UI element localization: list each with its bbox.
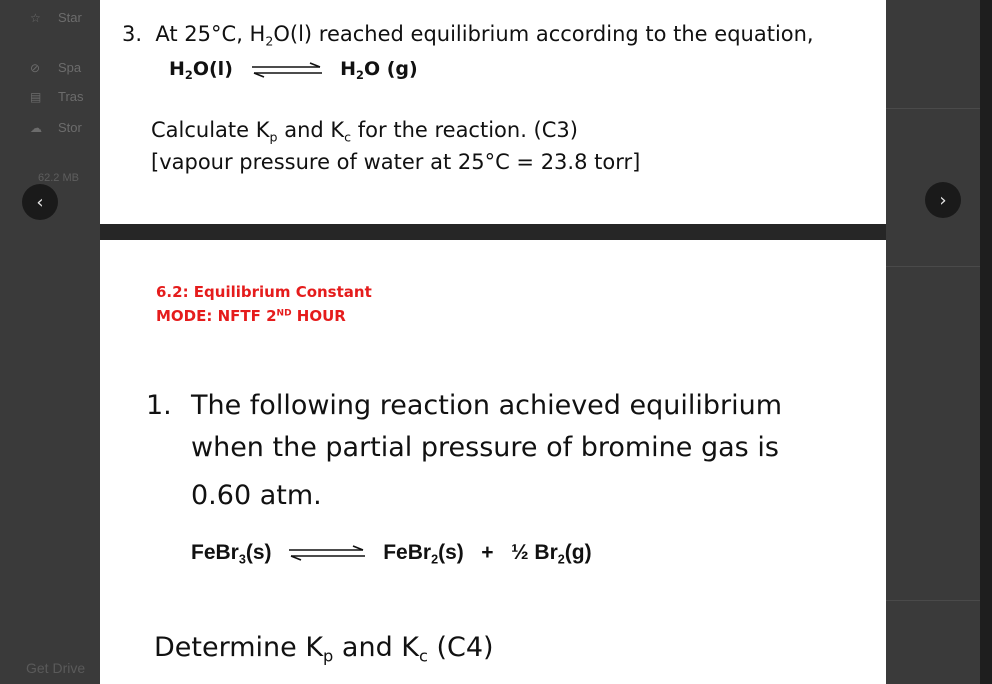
spam-icon: ⊘ — [30, 61, 41, 75]
sidebar-item-spam[interactable]: ⊘ Spa — [30, 60, 82, 75]
equation-iron-bromide: FeBr$_3$(s) FeBr$_2$(s) + ½ $Br_2(g)$ — [191, 541, 592, 567]
page-separator — [100, 224, 886, 240]
drive-file-list — [886, 0, 992, 684]
cloud-icon: ☁ — [30, 121, 42, 135]
vapour-pressure-note: [vapour pressure of water at 25°C = 23.8 torr] — [151, 150, 641, 174]
question-1-line-3: 0.60 atm. — [191, 480, 322, 511]
file-row-divider — [886, 266, 980, 267]
next-page-button[interactable] — [925, 182, 961, 218]
question-1-line-1: The following reaction achieved equilibrium — [191, 390, 783, 421]
file-row-divider — [886, 600, 980, 601]
sidebar-item-storage[interactable]: ☁ Stor — [30, 120, 82, 135]
document-page-1 — [100, 0, 886, 224]
mode-label: MODE: NFTF 2ND HOUR — [156, 307, 346, 325]
sidebar-item-starred[interactable]: ☆ Star — [30, 10, 82, 25]
trash-icon: ▤ — [30, 90, 42, 104]
document-page-2 — [100, 240, 886, 684]
scrollbar-track[interactable] — [980, 0, 992, 684]
sidebar-item-trash[interactable]: ▤ Tras — [30, 89, 84, 104]
chevron-right-icon: › — [939, 189, 947, 211]
previous-page-button[interactable] — [22, 184, 58, 220]
equilibrium-arrow-icon — [250, 62, 324, 78]
file-row-divider — [886, 108, 980, 109]
chevron-left-icon: ‹ — [36, 191, 44, 213]
section-title: 6.2: Equilibrium Constant — [156, 283, 372, 301]
star-icon: ☆ — [30, 11, 41, 25]
question-1-line-2: when the partial pressure of bromine gas is — [191, 432, 779, 463]
question-3-text: 3. At 25°C, $H_2O(l)$ reached equilibrium according to the equation, — [122, 22, 814, 49]
storage-usage: 62.2 MB — [38, 172, 79, 184]
question-1-number: 1. — [146, 390, 172, 421]
calculate-instruction: Calculate $K_p$ and $K_c$ for the reaction. (C3) — [151, 118, 578, 145]
equation-water-vapour: $H_2O(l)$ $H_2O$ (g) — [169, 58, 418, 82]
determine-instruction: Determine $K_p$ and $K_c$ (C4) — [154, 632, 494, 666]
equilibrium-arrow-icon — [287, 545, 367, 561]
get-drive-link[interactable]: Get Drive — [26, 660, 86, 676]
